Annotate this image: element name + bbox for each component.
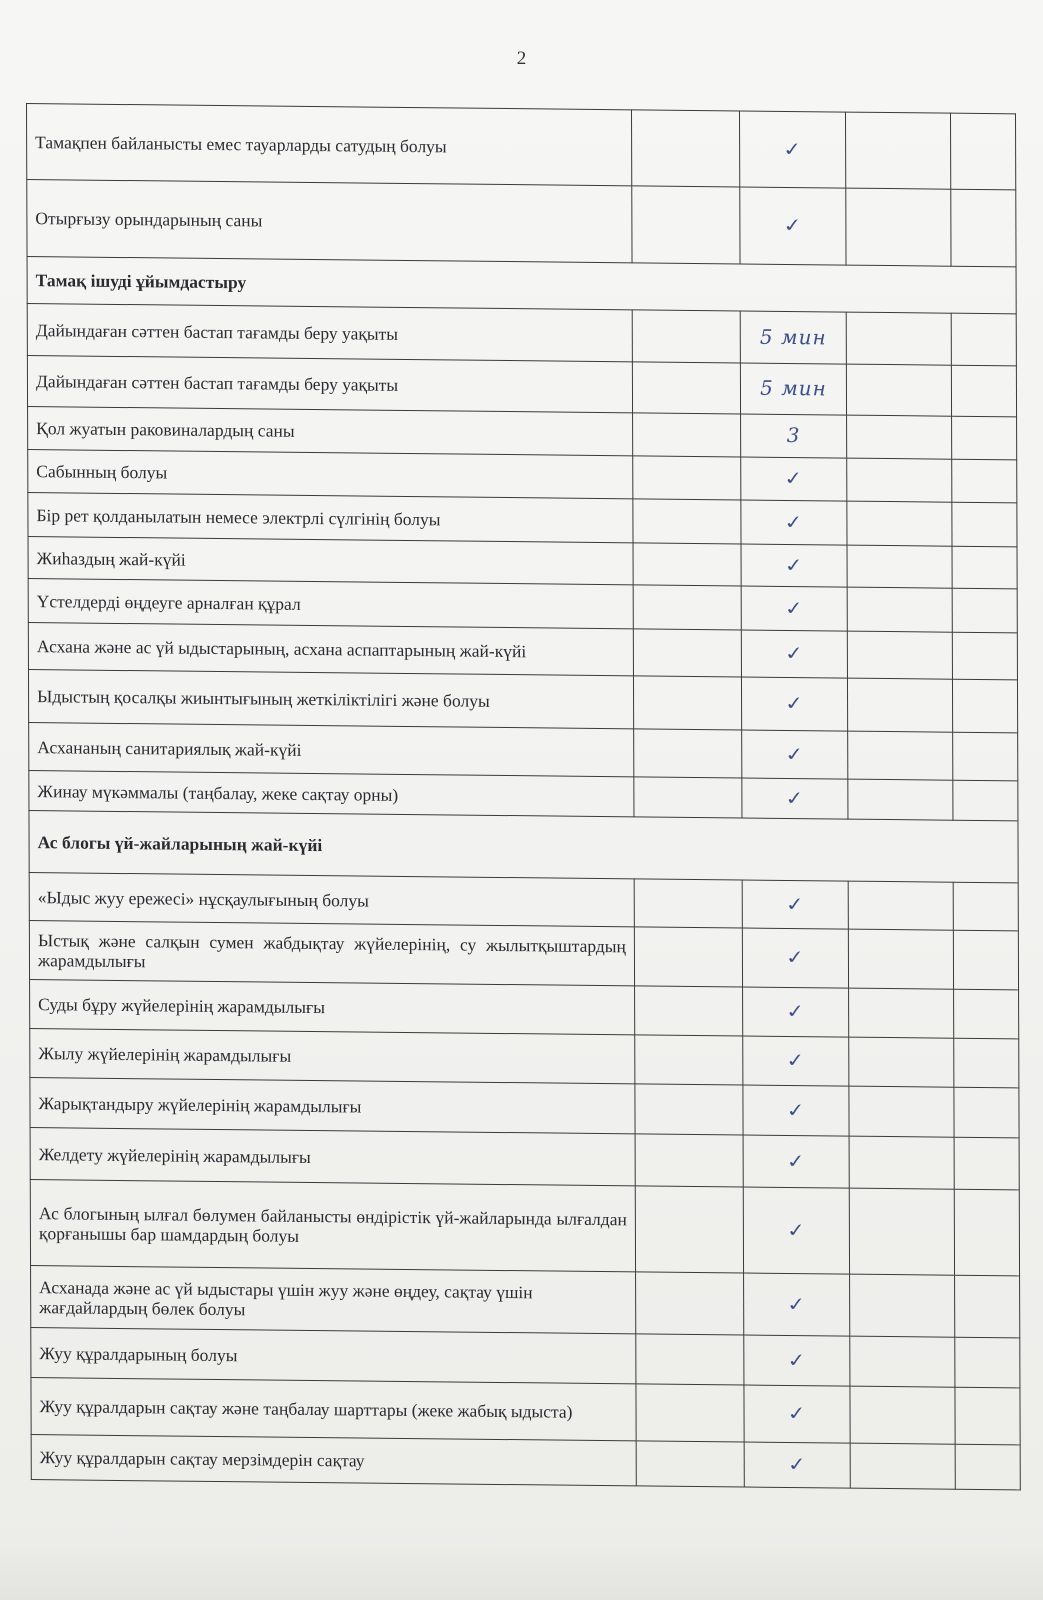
handwritten-value: 3	[786, 422, 801, 448]
blank-cell	[636, 1384, 745, 1442]
blank-cell	[634, 927, 743, 987]
page-number: 2	[516, 48, 527, 69]
handwritten-mark	[740, 187, 846, 265]
handwritten-mark	[742, 677, 847, 731]
blank-cell	[636, 1272, 745, 1335]
item-label: Бір рет қолданылатын немесе электрлі сүлгінің болуы	[28, 493, 633, 543]
item-label: «Ыдыс жуу ережесі» нұсқаулығының болуы	[29, 873, 634, 927]
blank-cell	[954, 1137, 1019, 1190]
handwritten-mark	[743, 880, 848, 929]
blank-cell	[633, 585, 742, 630]
item-label: Жарықтандыру жүйелерінің жарамдылығы	[30, 1078, 635, 1134]
item-label: Сабынның болуы	[28, 450, 633, 499]
table-row	[31, 1266, 1020, 1338]
checkmark-icon: ✓	[784, 787, 806, 810]
blank-cell	[847, 545, 952, 588]
blank-cell	[849, 1188, 955, 1275]
handwritten-mark	[741, 414, 846, 458]
handwritten-value: 5 мин	[759, 324, 827, 349]
blank-cell	[633, 629, 742, 677]
item-label: Жуу құралдарының болуы	[31, 1328, 636, 1384]
item-label: Ас блогының ылғал бөлумен байланысты өндірістік үй-жайларында ылғалдан қорғанышы бар шамдардың болуы	[30, 1180, 635, 1272]
blank-cell	[636, 1441, 745, 1487]
checkmark-icon: ✓	[783, 743, 806, 766]
handwritten-mark	[744, 1442, 849, 1488]
blank-cell	[955, 1387, 1020, 1445]
item-label: Жуу құралдарын сақтау мерзімдерін сақтау	[31, 1435, 636, 1486]
blank-cell	[848, 988, 953, 1038]
item-label: Асхана және ас үй ыдыстарының, асхана аспаптарының жай-күйі	[28, 623, 633, 676]
blank-cell	[951, 416, 1016, 460]
item-label: Қол жуатын раковиналардың саны	[28, 407, 633, 456]
handwritten-mark	[741, 500, 846, 545]
table-row	[29, 921, 1018, 990]
handwritten-mark	[744, 1385, 849, 1443]
table-row	[31, 1378, 1020, 1445]
item-label: Асхананың санитариялық жай-күйі	[29, 723, 634, 777]
blank-cell	[846, 415, 951, 459]
handwritten-mark	[741, 363, 846, 415]
checkmark-icon: ✓	[783, 511, 805, 534]
handwritten-mark	[742, 778, 847, 819]
blank-cell	[953, 930, 1018, 990]
blank-cell	[633, 456, 742, 500]
blank-cell	[953, 882, 1018, 931]
table-row	[27, 180, 1016, 267]
blank-cell	[952, 632, 1017, 680]
blank-cell	[633, 543, 742, 586]
blank-cell	[954, 1087, 1019, 1138]
blank-cell	[631, 110, 740, 187]
checkmark-icon: ✓	[781, 138, 804, 161]
checkmark-icon: ✓	[783, 642, 806, 666]
handwritten-mark	[741, 311, 846, 364]
checkmark-icon: ✓	[784, 946, 807, 970]
blank-cell	[635, 1035, 744, 1085]
page-shadow	[0, 1540, 1043, 1600]
blank-cell	[950, 113, 1015, 190]
item-label: Отырғызу орындарының саны	[27, 180, 632, 263]
blank-cell	[848, 881, 953, 930]
handwritten-mark	[743, 1036, 848, 1086]
checkmark-icon: ✓	[784, 1000, 807, 1024]
section-heading: Ас блогы үй-жайларының жай-күйі	[29, 811, 1018, 883]
section-heading: Тамақ ішуді ұйымдастыру	[27, 257, 1016, 314]
blank-cell	[952, 679, 1017, 733]
blank-cell	[846, 458, 951, 502]
checkmark-icon: ✓	[785, 1349, 808, 1372]
blank-cell	[632, 186, 741, 264]
blank-cell	[952, 588, 1017, 633]
handwritten-mark	[740, 111, 846, 188]
handwritten-mark	[741, 544, 846, 587]
checkmark-icon: ✓	[785, 1150, 808, 1173]
item-label: Тамақпен байланысты емес тауарларды сатудың болуы	[27, 104, 632, 186]
blank-cell	[847, 779, 952, 820]
blank-cell	[849, 1136, 954, 1189]
blank-cell	[845, 188, 951, 266]
handwritten-mark	[741, 457, 846, 501]
table-row	[31, 1435, 1020, 1490]
blank-cell	[846, 501, 951, 546]
blank-cell	[634, 729, 743, 778]
blank-cell	[846, 312, 951, 365]
checkmark-icon: ✓	[784, 893, 807, 916]
blank-cell	[848, 929, 954, 989]
checkmark-icon: ✓	[786, 1453, 809, 1477]
handwritten-mark	[743, 928, 849, 988]
blank-cell	[634, 777, 743, 818]
blank-cell	[846, 364, 951, 416]
table-row	[30, 1180, 1019, 1276]
item-label: Жылу жүйелерінің жарамдылығы	[30, 1029, 635, 1084]
blank-cell	[633, 499, 742, 544]
blank-cell	[850, 1443, 955, 1489]
blank-cell	[636, 1334, 745, 1385]
blank-cell	[953, 989, 1018, 1039]
checkmark-icon: ✓	[782, 467, 805, 491]
checkmark-icon: ✓	[784, 1049, 807, 1073]
blank-cell	[633, 413, 742, 457]
blank-cell	[635, 1186, 744, 1273]
item-label: Жуу құралдарын сақтау және таңбалау шарттары (жеке жабық ыдыста)	[31, 1378, 636, 1441]
handwritten-mark	[743, 1135, 848, 1188]
item-label: Желдету жүйелерінің жарамдылығы	[30, 1128, 635, 1186]
blank-cell	[955, 1444, 1020, 1490]
blank-cell	[951, 365, 1016, 417]
handwritten-mark	[744, 1335, 849, 1386]
blank-cell	[955, 1337, 1020, 1388]
blank-cell	[953, 732, 1018, 781]
item-label: Суды бұру жүйелерінің жарамдылығы	[30, 980, 635, 1035]
blank-cell	[954, 1275, 1019, 1338]
item-label: Жинау мүкәммалы (таңбалау, жеке сақтау орны)	[29, 771, 634, 817]
blank-cell	[635, 986, 744, 1036]
blank-cell	[632, 362, 741, 414]
blank-cell	[954, 1189, 1019, 1276]
handwritten-value: 5 мин	[760, 375, 827, 401]
blank-cell	[845, 112, 951, 189]
handwritten-mark	[743, 987, 848, 1037]
checkmark-icon: ✓	[783, 597, 806, 620]
handwritten-mark	[744, 1273, 850, 1336]
item-label: Асханада және ас үй ыдыстары үшін жуу және өңдеу, сақтау үшін жағдайлардың бөлек болуы	[31, 1266, 636, 1334]
checkmark-icon: ✓	[785, 1099, 807, 1122]
item-label: Ыдыстың қосалқы жиынтығының жеткіліктілігі және болуы	[28, 670, 633, 729]
blank-cell	[849, 1274, 955, 1337]
blank-cell	[847, 678, 952, 732]
blank-cell	[952, 502, 1017, 547]
blank-cell	[634, 879, 743, 928]
checkmark-icon: ✓	[786, 1402, 808, 1426]
checklist-table	[26, 103, 1021, 1490]
checkmark-icon: ✓	[782, 214, 804, 238]
blank-cell	[952, 459, 1017, 503]
item-label: Үстелдерді өңдеуге арналған құрал	[28, 579, 633, 629]
handwritten-mark	[741, 586, 846, 631]
checkmark-icon: ✓	[783, 554, 805, 577]
handwritten-mark	[742, 730, 847, 779]
blank-cell	[951, 189, 1016, 267]
blank-cell	[848, 1037, 953, 1087]
blank-cell	[954, 1038, 1019, 1088]
checklist-sheet	[26, 103, 1021, 1490]
blank-cell	[633, 676, 742, 730]
blank-cell	[849, 1086, 954, 1137]
checkmark-icon: ✓	[785, 1219, 808, 1242]
blank-cell	[850, 1386, 955, 1444]
section-row	[29, 811, 1018, 883]
handwritten-mark	[744, 1187, 850, 1274]
item-label: Дайындаған сәттен бастап тағамды беру уақыты	[27, 356, 632, 413]
blank-cell	[952, 546, 1017, 589]
blank-cell	[951, 313, 1016, 366]
blank-cell	[847, 631, 952, 679]
blank-cell	[632, 310, 741, 363]
checklist-rows	[27, 104, 1021, 1490]
blank-cell	[635, 1134, 744, 1187]
blank-cell	[849, 1336, 954, 1387]
checkmark-icon: ✓	[785, 1293, 808, 1316]
item-label: Дайындаған сәттен бастап тағамды беру уақыты	[27, 304, 632, 362]
blank-cell	[953, 780, 1018, 821]
blank-cell	[847, 587, 952, 632]
checkmark-icon: ✓	[783, 692, 806, 716]
blank-cell	[635, 1084, 744, 1135]
handwritten-mark	[742, 630, 847, 678]
table-row	[27, 104, 1016, 190]
item-label: Жиһаздың жай-күйі	[28, 537, 633, 585]
handwritten-mark	[743, 1085, 848, 1136]
blank-cell	[847, 731, 952, 780]
item-label: Ыстық және салқын сумен жабдықтау жүйелерінің, су жылытқыштардың жарамдылығы	[29, 921, 634, 986]
